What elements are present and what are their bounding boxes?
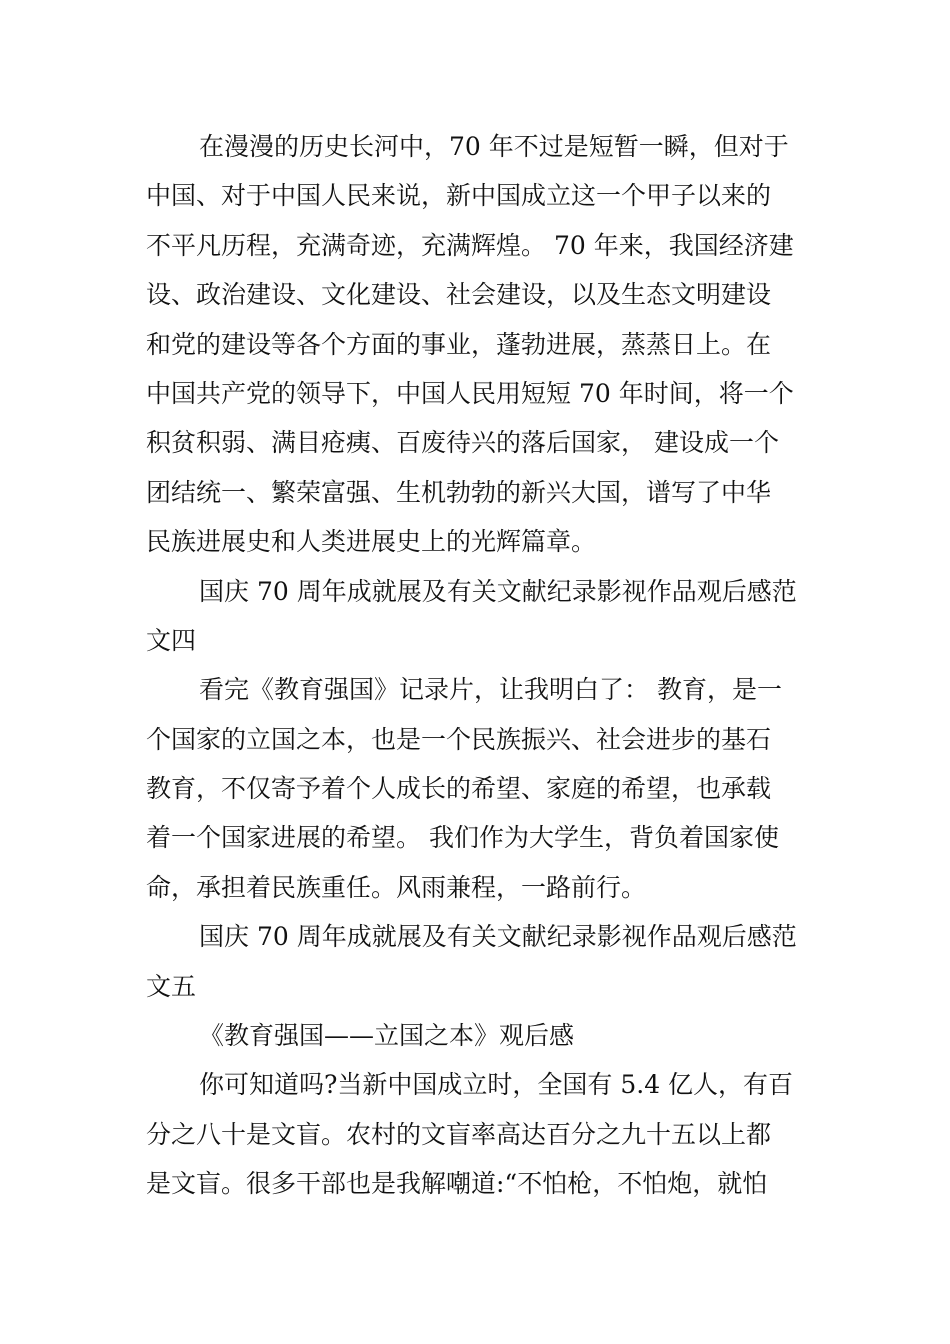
text-line: 团结统一、繁荣富强、生机勃勃的新兴大国，谱写了中华 bbox=[146, 477, 772, 507]
text-line: 命，承担着民族重任。风雨兼程，一路前行。 bbox=[146, 872, 647, 902]
text-line: 教育，不仅寄予着个人成长的希望、家庭的希望，也承载 bbox=[146, 774, 772, 804]
article-subtitle bbox=[146, 1011, 806, 1060]
section-heading-five bbox=[146, 912, 806, 1011]
text-line: 设、政治建设、文化建设、社会建设，以及生态文明建设 bbox=[146, 280, 772, 310]
section-heading-four bbox=[146, 567, 806, 666]
text-line: 个国家的立国之本，也是一个民族振兴、社会进步的基石 bbox=[146, 724, 772, 754]
heading-line: 文四 bbox=[146, 625, 197, 655]
heading-line: 国庆 70 周年成就展及有关文献纪录影视作品观后感范 bbox=[199, 922, 797, 952]
paragraph-education bbox=[146, 665, 806, 912]
text-line: 在漫漫的历史长河中，70 年不过是短暂一瞬，但对于 bbox=[199, 132, 789, 161]
text-line: 和党的建设等各个方面的事业，蓬勃进展，蒸蒸日上。在 bbox=[146, 329, 772, 359]
text-line: 中国、对于中国人民来说，新中国成立这一个甲子以来的 bbox=[146, 181, 772, 211]
document-page bbox=[146, 122, 806, 1209]
text-line: 积贫积弱、满目疮痍、百废待兴的落后国家， 建设成一个 bbox=[146, 428, 779, 458]
paragraph-history bbox=[146, 122, 806, 567]
text-line: 中国共产党的领导下，中国人民用短短 70 年时间，将一个 bbox=[146, 378, 794, 408]
paragraph-literacy bbox=[146, 1060, 806, 1208]
text-line: 你可知道吗?当新中国成立时，全国有 5.4 亿人，有百 bbox=[199, 1070, 794, 1100]
text-line: 是文盲。很多干部也是我解嘲道:“不怕枪，不怕炮，就怕 bbox=[146, 1169, 768, 1199]
text-line: 不平凡历程，充满奇迹，充满辉煌。 70 年来，我国经济建 bbox=[146, 230, 794, 260]
text-line: 着一个国家进展的希望。 我们作为大学生，背负着国家使 bbox=[146, 823, 779, 853]
text-line: 看完《教育强国》记录片，让我明白了： 教育，是一 bbox=[199, 675, 782, 705]
text-line: 民族进展史和人类进展史上的光辉篇章。 bbox=[146, 527, 597, 557]
heading-line: 文五 bbox=[146, 971, 197, 1001]
heading-line: 国庆 70 周年成就展及有关文献纪录影视作品观后感范 bbox=[199, 576, 797, 606]
subtitle-line: 《教育强国——立国之本》观后感 bbox=[199, 1021, 575, 1051]
text-line: 分之八十是文盲。农村的文盲率高达百分之九十五以上都 bbox=[146, 1119, 772, 1149]
